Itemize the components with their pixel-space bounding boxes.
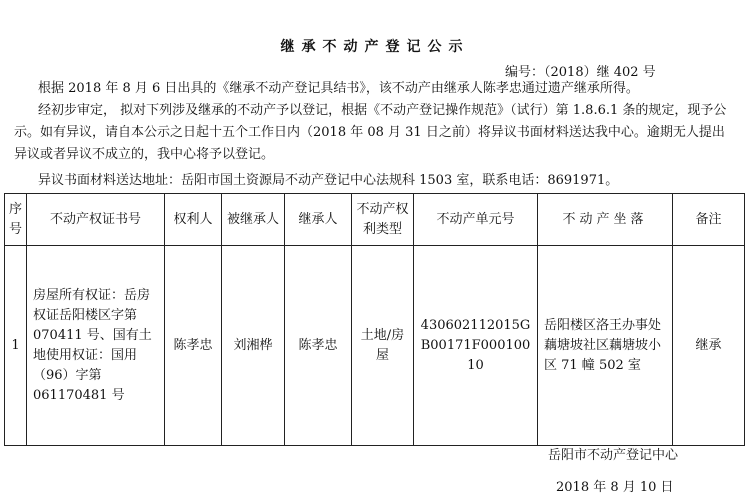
paragraph-intro: 根据 2018 年 8 月 6 日出具的《继承不动产登记具结书》，该不动产由继承人陈孝忠通过遗产继承所得。 [38,81,639,96]
cell-seq: 1 [5,246,27,446]
paragraph-objection-terms: 经初步审定， 拟对下列涉及继承的不动产予以登记，根据《不动产登记操作规范》（试行）第 1.8.6.1 条的规定，现予公示。如有异议，请自本公示之日起十五个工作日内（2018 年 08 月 31 日之前）将异议书面材料送达我中心。逾期无人提出异议或者异议不成立的，我中心将予以登记。 [14,103,727,162]
header-remark: 备注 [673,194,745,246]
document-number: 编号：（2018）继 402 号 [505,65,656,80]
cell-decedent: 刘湘桦 [222,246,285,446]
header-seq: 序号 [5,194,27,246]
notice-title: 继承不动产登记公示 [280,39,470,55]
property-table [4,193,745,446]
cell-remark: 继承 [673,246,745,446]
header-owner: 权利人 [165,194,222,246]
table-row [5,246,745,446]
cell-heir: 陈孝忠 [285,246,352,446]
issuing-organization: 岳阳市不动产登记中心 [548,448,679,463]
header-decedent: 被继承人 [222,194,285,246]
header-unit-no: 不动产单元号 [414,194,538,246]
cell-unit-no: 430602112015GB00171F00010010 [414,246,538,446]
table-header-row [5,194,745,246]
header-location: 不动产坐落 [538,194,673,246]
cell-owner: 陈孝忠 [165,246,222,446]
paragraph-objection-address: 异议书面材料送达地址：岳阳市国土资源局不动产登记中心法规科 1503 室，联系电话：8691971。 [38,173,619,188]
header-right-type: 不动产权利类型 [352,194,414,246]
issue-date: 2018 年 8 月 10 日 [556,480,674,495]
cell-location: 岳阳楼区洛王办事处藕塘坡社区藕塘坡小区 71 幢 502 室 [538,246,673,446]
cell-cert: 房屋所有权证：岳房权证岳阳楼区字第 070411 号、国有土地使用权证：国用（96）字第 061170481 号 [27,246,165,446]
cell-right-type: 土地/房屋 [352,246,414,446]
header-cert: 不动产权证书号 [27,194,165,246]
header-heir: 继承人 [285,194,352,246]
